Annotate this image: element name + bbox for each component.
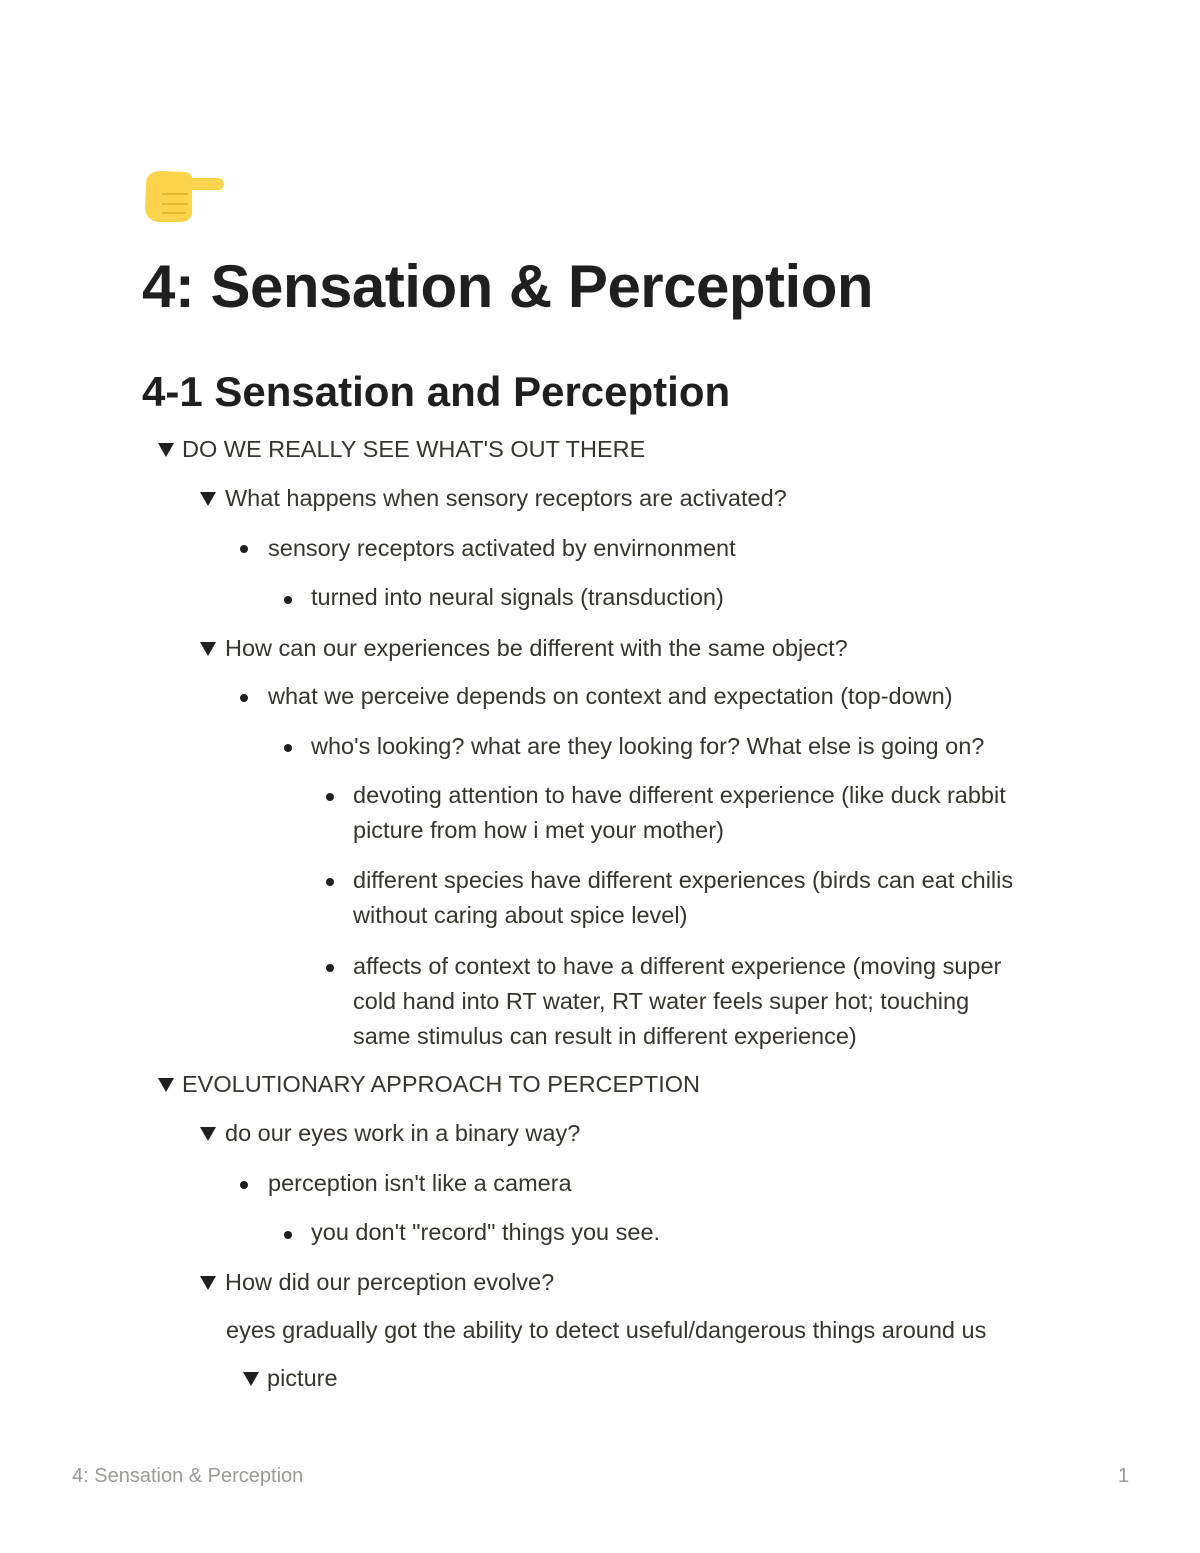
toggle-heading[interactable]: How did our perception evolve?: [225, 1269, 555, 1295]
toggle-arrow-icon[interactable]: [158, 443, 174, 457]
toggle-heading[interactable]: What happens when sensory receptors are activated?: [225, 485, 787, 511]
list-item: you don't "record" things you see.: [311, 1219, 661, 1245]
bullet-icon: [284, 596, 292, 604]
bullet-icon: [326, 878, 334, 886]
bullet-icon: [240, 545, 248, 553]
footer-doc-title: 4: Sensation & Perception: [72, 1465, 304, 1487]
toggle-arrow-icon[interactable]: [200, 642, 216, 656]
pointing-hand-icon: [142, 162, 232, 232]
page-number: 1: [1118, 1465, 1130, 1487]
bullet-icon: [240, 694, 248, 702]
bullet-icon: [284, 744, 292, 752]
section-heading: 4-1 Sensation and Perception: [142, 368, 731, 415]
toggle-heading[interactable]: How can our experiences be different with the same object?: [225, 635, 848, 661]
bullet-icon: [240, 1181, 248, 1189]
list-item: devoting attention to have different experience (like duck rabbit picture from how i met your mother): [353, 782, 1006, 843]
list-item: perception isn't like a camera: [268, 1170, 572, 1196]
list-item: turned into neural signals (transduction): [311, 584, 724, 610]
page-title: 4: Sensation & Perception: [142, 253, 873, 320]
list-item: affects of context to have a different experience (moving super cold hand into RT water, RT water feels super hot; touching same stimulus can result in different experience): [353, 953, 1002, 1049]
toggle-heading[interactable]: picture: [267, 1365, 338, 1391]
toggle-arrow-icon[interactable]: [243, 1372, 259, 1386]
bullet-icon: [326, 964, 334, 972]
bullet-icon: [326, 793, 334, 801]
toggle-arrow-icon[interactable]: [200, 1276, 216, 1290]
list-item: different species have different experiences (birds can eat chilis without caring about spice level): [353, 867, 1014, 928]
toggle-heading[interactable]: EVOLUTIONARY APPROACH TO PERCEPTION: [182, 1071, 701, 1097]
list-item: who's looking? what are they looking for? What else is going on?: [311, 733, 985, 759]
paragraph: eyes gradually got the ability to detect useful/dangerous things around us: [226, 1317, 987, 1343]
list-item: what we perceive depends on context and expectation (top-down): [268, 683, 953, 709]
toggle-arrow-icon[interactable]: [200, 492, 216, 506]
toggle-heading[interactable]: DO WE REALLY SEE WHAT'S OUT THERE: [182, 436, 646, 462]
toggle-arrow-icon[interactable]: [200, 1127, 216, 1141]
toggle-arrow-icon[interactable]: [158, 1078, 174, 1092]
bullet-icon: [284, 1231, 292, 1239]
list-item: sensory receptors activated by envirnonment: [268, 535, 736, 561]
toggle-heading[interactable]: do our eyes work in a binary way?: [225, 1120, 581, 1146]
